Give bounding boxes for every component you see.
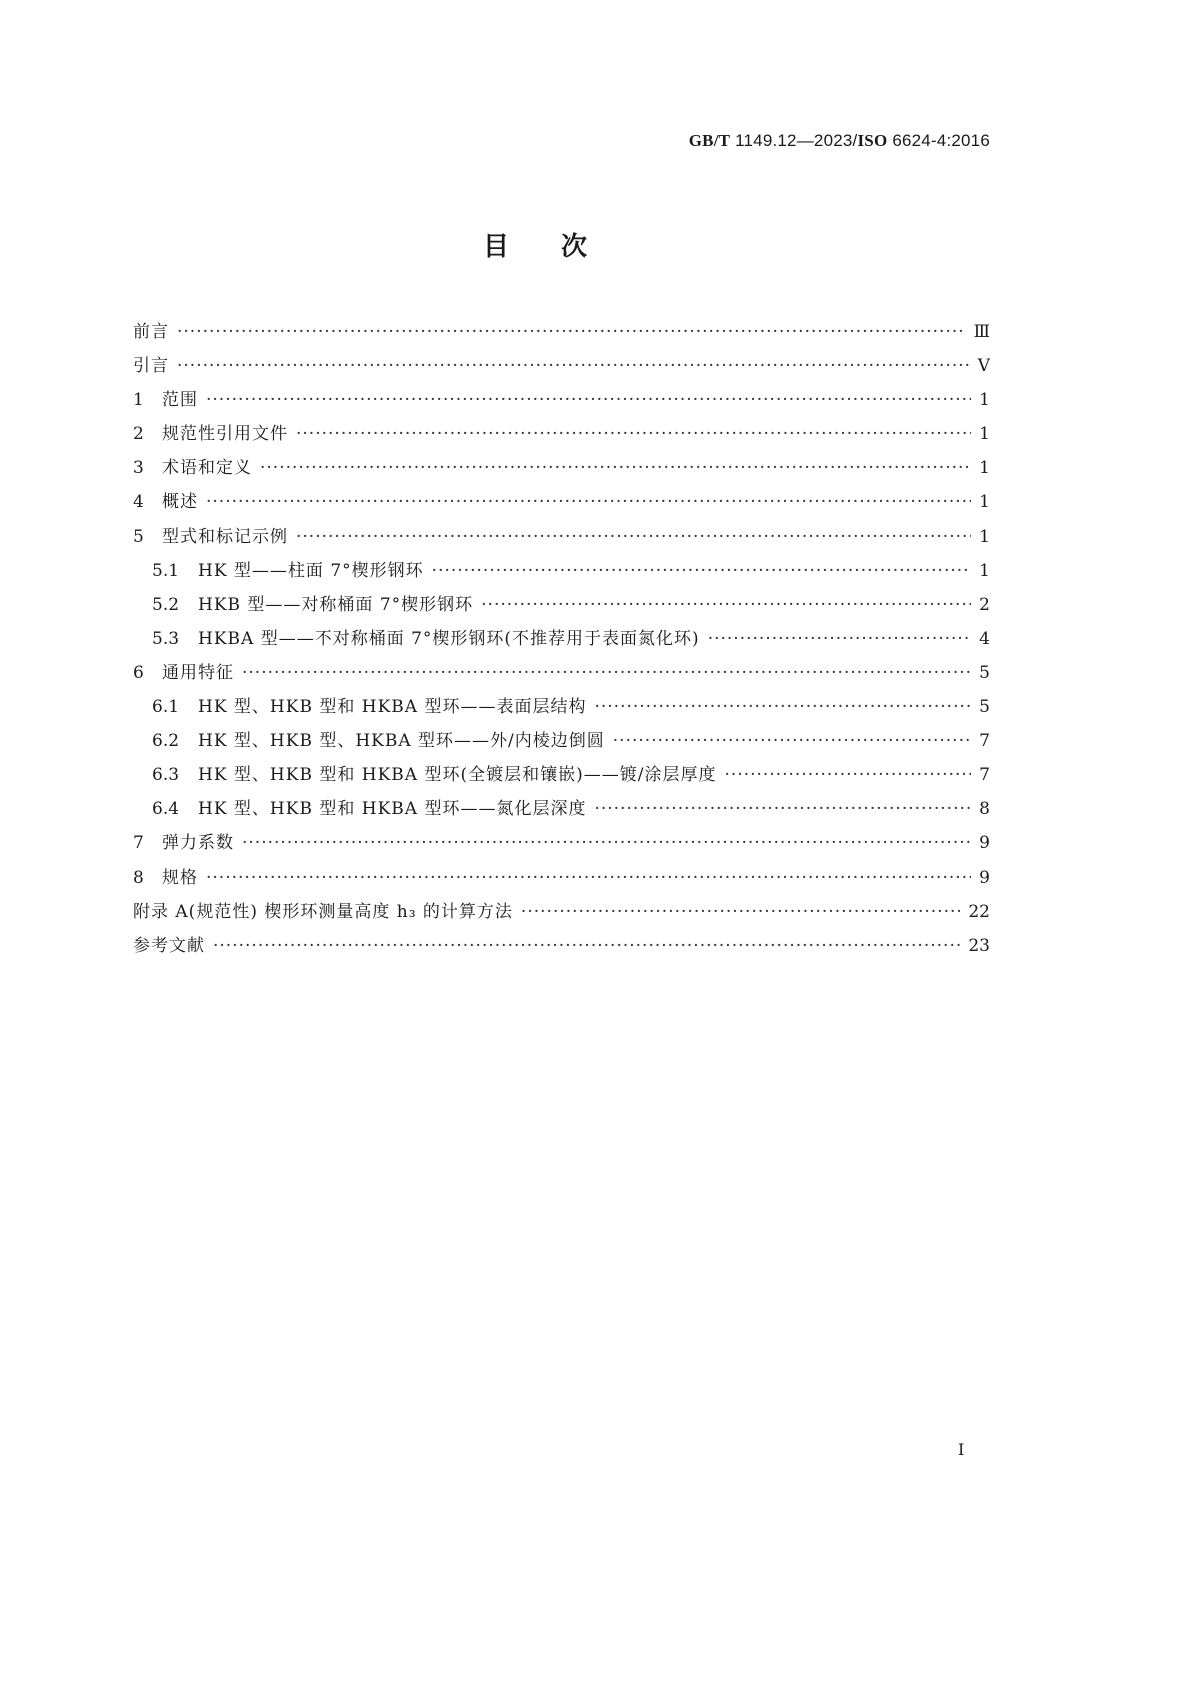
toc-entry-number: 6.3 [152, 765, 180, 786]
toc-entry[interactable] [133, 931, 990, 965]
toc-entry-number: 6 [133, 662, 144, 683]
toc-entry-label: 型式和标记示例 [162, 526, 288, 547]
standard-number-header [689, 131, 990, 151]
toc-entry-number: 6.1 [152, 697, 180, 718]
toc-entry-label: HK 型、HKB 型、HKBA 型环——外/内棱边倒圆 [198, 731, 605, 752]
toc-entry[interactable] [133, 692, 990, 726]
dot-leader [260, 458, 971, 478]
std-number: 1149.12—2023/ [735, 131, 858, 150]
toc-entry-label: HK 型、HKB 型和 HKBA 型环——表面层结构 [198, 697, 587, 718]
toc-entry[interactable] [133, 317, 990, 351]
iso-prefix: ISO [857, 131, 888, 150]
toc-entry-page: 7 [979, 765, 990, 786]
dot-leader [177, 322, 966, 342]
toc-entry-number: 8 [133, 867, 144, 888]
toc-entry-label: HKB 型——对称桶面 7°楔形钢环 [198, 594, 474, 615]
toc-entry-label: 前言 [133, 322, 169, 342]
toc-entry-label: HKBA 型——不对称桶面 7°楔形钢环(不推荐用于表面氮化环) [198, 628, 700, 649]
toc-entry-label: 规范性引用文件 [162, 424, 288, 445]
dot-leader [213, 936, 960, 956]
toc-entry-label: 参考文献 [133, 935, 205, 956]
iso-number: 6624-4:2016 [892, 131, 990, 150]
toc-entry-label: HK 型、HKB 型和 HKBA 型环(全镀层和镶嵌)——镀/涂层厚度 [198, 765, 717, 786]
toc-entry-page: 1 [979, 526, 990, 547]
toc-entry-label: 规格 [162, 867, 198, 888]
toc-entry-number: 5.2 [152, 594, 180, 615]
toc-entry-label: HK 型——柱面 7°楔形钢环 [198, 560, 424, 581]
dot-leader [594, 697, 971, 717]
toc-entry[interactable] [133, 590, 990, 624]
toc-entry[interactable] [133, 624, 990, 658]
dot-leader [206, 868, 971, 888]
toc-entry-page: 9 [979, 833, 990, 854]
toc-entry-page: 5 [979, 662, 990, 683]
toc-entry-page: 1 [979, 458, 990, 479]
dot-leader [242, 663, 971, 683]
toc-entry[interactable] [133, 385, 990, 419]
dot-leader [708, 629, 971, 649]
toc-entry-number: 5 [133, 526, 144, 547]
dot-leader [521, 902, 960, 922]
toc-entry-page: 7 [979, 731, 990, 752]
toc-entry[interactable] [133, 726, 990, 760]
toc-entry-number: 7 [133, 833, 144, 854]
dot-leader [724, 765, 971, 785]
toc-entry-label: HK 型、HKB 型和 HKBA 型环——氮化层深度 [198, 799, 587, 820]
toc-entry-number: 2 [133, 424, 144, 445]
toc-entry-label: 术语和定义 [162, 458, 252, 479]
toc-entry-number: 6.4 [152, 799, 180, 820]
toc-entry[interactable] [133, 760, 990, 794]
toc-entry-page: 5 [979, 697, 990, 718]
toc-entry-page: 2 [979, 594, 990, 615]
toc-entry-page: 1 [979, 492, 990, 513]
toc-entry[interactable] [133, 522, 990, 556]
dot-leader [177, 356, 970, 376]
toc-entry-page: 1 [979, 390, 990, 411]
toc-entry-page: Ⅲ [973, 322, 990, 342]
toc-entry[interactable] [133, 863, 990, 897]
toc-entry-number: 3 [133, 458, 144, 479]
toc-entry[interactable] [133, 658, 990, 692]
page-number: I [958, 1440, 965, 1459]
dot-leader [481, 595, 971, 615]
toc-entry-page: 23 [968, 935, 990, 956]
toc-entry[interactable] [133, 794, 990, 828]
toc-entry-label: 弹力系数 [162, 833, 234, 854]
toc-entry-number: 5.1 [152, 560, 180, 581]
toc-entry[interactable] [133, 897, 990, 931]
toc-entry-page: 8 [979, 799, 990, 820]
toc-entry-page: 22 [968, 901, 990, 922]
dot-leader [432, 561, 972, 581]
toc-entry[interactable] [133, 419, 990, 453]
dot-leader [594, 799, 971, 819]
toc-entry-page: 9 [979, 867, 990, 888]
toc-entry-number: 4 [133, 492, 144, 513]
dot-leader [242, 833, 971, 853]
toc-entry[interactable] [133, 351, 990, 385]
toc-entry-number: 5.3 [152, 628, 180, 649]
toc-entry-label: 通用特征 [162, 662, 234, 683]
toc-entry-page: 4 [979, 628, 990, 649]
toc-entry[interactable] [133, 556, 990, 590]
page-title: 目次 [482, 232, 639, 262]
toc-entry-label: 概述 [162, 492, 198, 513]
table-of-contents [133, 317, 990, 965]
toc-entry-page: 1 [979, 424, 990, 445]
toc-entry-label: 引言 [133, 356, 169, 377]
std-prefix: GB/T [688, 131, 731, 150]
toc-entry-number: 1 [133, 390, 144, 411]
toc-entry[interactable] [133, 487, 990, 521]
toc-entry-page: Ⅴ [977, 356, 990, 377]
dot-leader [296, 424, 971, 444]
toc-entry-label: 范围 [162, 390, 198, 411]
dot-leader [296, 527, 971, 547]
toc-entry[interactable] [133, 828, 990, 862]
toc-entry-number: 6.2 [152, 731, 180, 752]
toc-entry-label: 附录 A(规范性) 楔形环测量高度 h₃ 的计算方法 [133, 901, 513, 922]
dot-leader [206, 492, 971, 512]
dot-leader [613, 731, 971, 751]
dot-leader [206, 390, 971, 410]
toc-entry-page: 1 [979, 560, 990, 581]
toc-entry[interactable] [133, 453, 990, 487]
